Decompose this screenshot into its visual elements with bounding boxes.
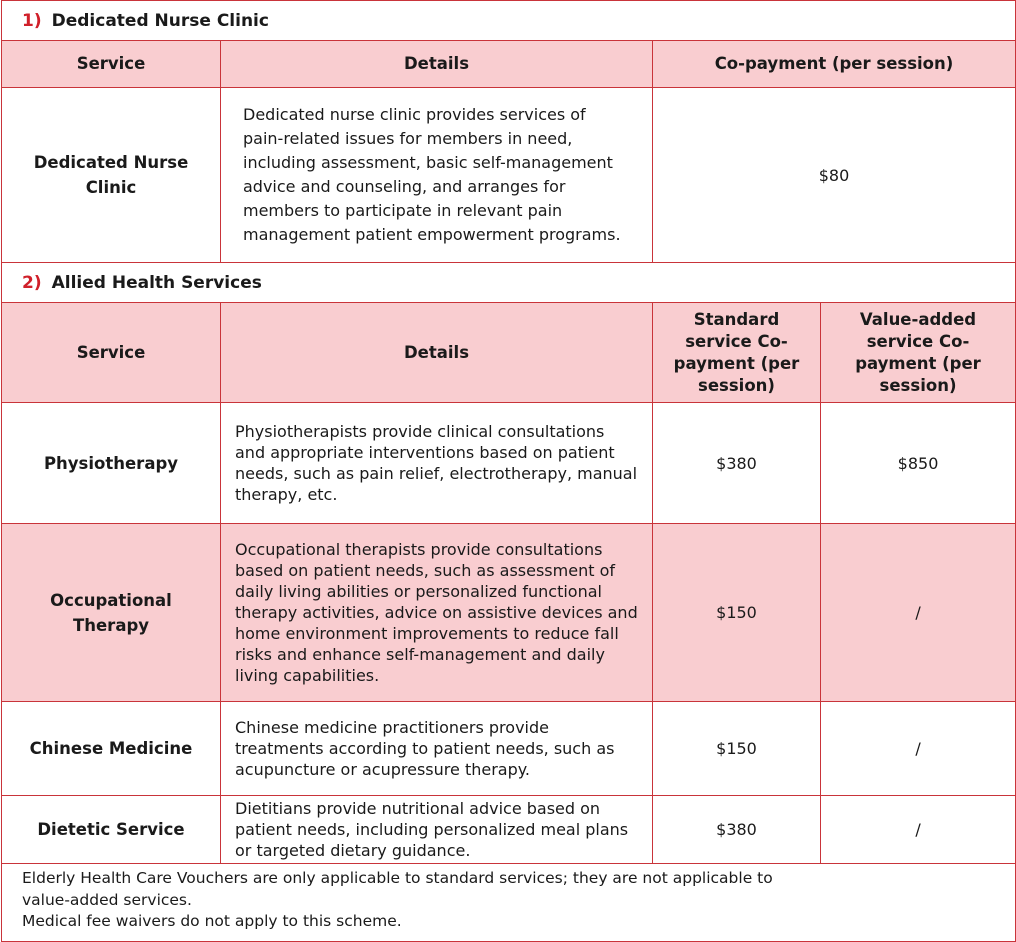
table-row <box>2 88 1016 263</box>
note-fee-waiver: Medical fee waivers do not apply to this scheme. <box>22 912 402 930</box>
standard-copayment: $380 <box>653 796 821 864</box>
table-row <box>2 796 1016 864</box>
section1-header-copayment: Co-payment (per session) <box>653 41 1016 88</box>
service-name: Chinese Medicine <box>2 702 221 796</box>
section1-number: 1) <box>22 10 42 31</box>
table-row <box>2 702 1016 796</box>
service-details: Chinese medicine practitioners provide treatments according to patient needs, such as acupuncture or acupressure therapy. <box>221 702 653 796</box>
note-vouchers: Elderly Health Care Vouchers are only applicable to standard services; they are not applicable to value-added services. <box>22 869 773 909</box>
copayment-value: $80 <box>653 88 1016 263</box>
service-name: Dietetic Service <box>2 796 221 864</box>
section1-header-service: Service <box>2 41 221 88</box>
services-table <box>1 0 1016 942</box>
service-name: Dedicated Nurse Clinic <box>2 88 221 263</box>
service-details: Physiotherapists provide clinical consultations and appropriate interventions based on patient needs, such as pain relief, electrotherapy, manual therapy, etc. <box>221 403 653 524</box>
standard-copayment: $150 <box>653 524 821 702</box>
section1-title-text: Dedicated Nurse Clinic <box>51 10 269 31</box>
table-row <box>2 524 1016 702</box>
value-added-copayment: / <box>821 702 1016 796</box>
service-details: Dedicated nurse clinic provides services of pain-related issues for members in need, including assessment, basic self-management advice and counseling, and arranges for members to participate in relevant pain management patient empowerment programs. <box>221 88 653 263</box>
section2-number: 2) <box>22 272 42 293</box>
section1-header-row <box>2 41 1016 88</box>
section1-header-details: Details <box>221 41 653 88</box>
section2-header-standard: Standard service Co-payment (per session) <box>653 303 821 403</box>
section2-title <box>2 263 1016 303</box>
section1-title-row <box>2 1 1016 41</box>
value-added-copayment: / <box>821 524 1016 702</box>
service-name: Occupational Therapy <box>2 524 221 702</box>
value-added-copayment: $850 <box>821 403 1016 524</box>
notes <box>2 864 1016 942</box>
section2-header-value-added: Value-added service Co-payment (per session) <box>821 303 1016 403</box>
section1-title <box>2 1 1016 41</box>
section2-header-service: Service <box>2 303 221 403</box>
notes-row <box>2 864 1016 942</box>
section2-title-row <box>2 263 1016 303</box>
service-details: Dietitians provide nutritional advice based on patient needs, including personalized meal plans or targeted dietary guidance. <box>221 796 653 864</box>
standard-copayment: $380 <box>653 403 821 524</box>
section2-title-text: Allied Health Services <box>51 272 262 293</box>
service-details: Occupational therapists provide consultations based on patient needs, such as assessment of daily living abilities or personalized functional therapy activities, advice on assistive devices and home environment improvements to reduce fall risks and enhance self-management and daily living capabilities. <box>221 524 653 702</box>
value-added-copayment: / <box>821 796 1016 864</box>
section2-header-row <box>2 303 1016 403</box>
table-row <box>2 403 1016 524</box>
section2-header-details: Details <box>221 303 653 403</box>
standard-copayment: $150 <box>653 702 821 796</box>
service-name: Physiotherapy <box>2 403 221 524</box>
